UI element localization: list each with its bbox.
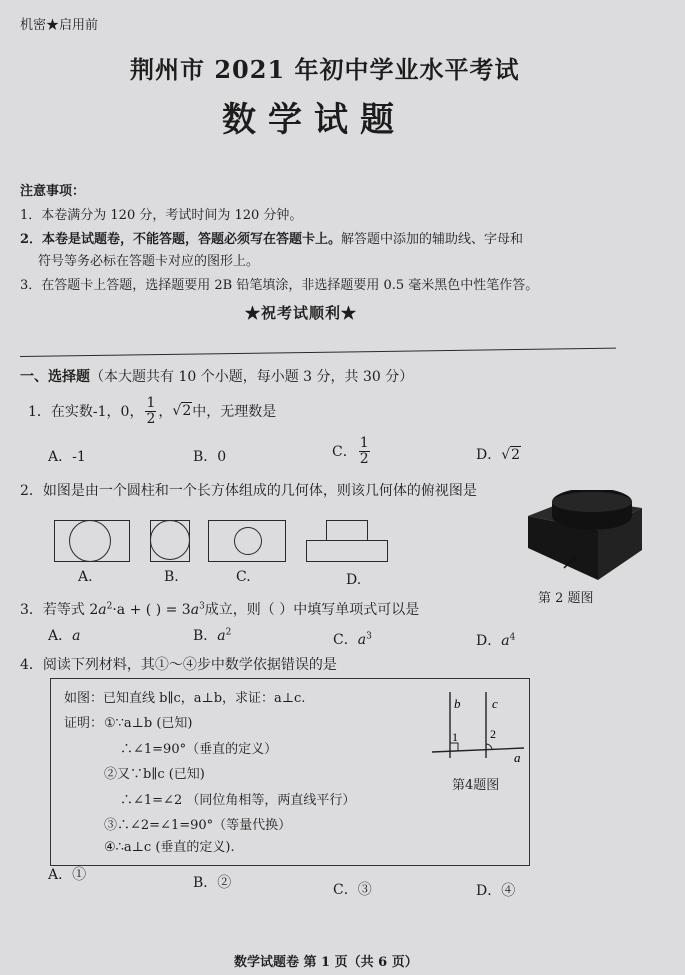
section-1-heading (20, 366, 413, 386)
q2-option-b: B. (164, 569, 179, 585)
q4-step-1b: ∴∠1=90°（垂直的定义） (120, 742, 278, 757)
q2-figure-caption: 第 2 题图 (538, 591, 594, 606)
note-3: 3．在答题卡上答题，选择题要用 2B 铅笔填涂，非选择题要用 0.5 毫米黑色中性笔作答。 (20, 278, 539, 293)
q2-solid-figure (524, 490, 666, 582)
q3-option-b-exp: 2 (225, 627, 232, 638)
q4-lines-figure (428, 690, 528, 772)
q4-option-d: D．④ (476, 883, 516, 899)
q4-step-2: ②又∵b∥c (已知) (104, 767, 205, 782)
q4-fig-label-a: a (514, 750, 521, 765)
q3-stem (20, 599, 419, 619)
q4-stem: 4．阅读下列材料，其①～④步中数学依据错误的是 (20, 657, 337, 673)
q2-option-a-figure (54, 520, 130, 562)
q2-option-d-base-rect (306, 540, 388, 562)
note-2 (20, 228, 523, 247)
q1-option-b: B．0 (193, 449, 227, 465)
q2-option-d-top-rect (326, 520, 368, 541)
q3-option-d-label: D． (476, 633, 502, 649)
section-divider (20, 348, 616, 357)
q3-stem-exp2: 3 (199, 601, 205, 612)
good-luck-banner: ★祝考试顺利★ (245, 304, 358, 322)
q1-sqrt (172, 403, 192, 419)
q1-sep: ， (158, 404, 173, 421)
q3-option-b-label: B． (193, 628, 218, 644)
q3-option-a (48, 625, 80, 645)
q3-stem-c: 成立，则（ ）中填写单项式可以是 (204, 602, 420, 618)
q3-stem-b: ·a + ( ) = 3 (112, 602, 191, 618)
note-2-rest: 解答题中添加的辅助线、字母和 (341, 232, 524, 247)
q1-suffix: 中，无理数是 (192, 404, 277, 421)
q3-option-d (476, 630, 515, 650)
q2-option-c-figure (208, 520, 286, 562)
q3-stem-a: 3．若等式 2 (20, 602, 99, 618)
note-2-bold: 2．本卷是试题卷，不能答题，答题必须写在答题卡上。 (20, 232, 342, 247)
q3-stem-var2: a (190, 602, 200, 618)
section-1-title: 一、选择题 (20, 369, 90, 385)
q3-option-c-exp: 3 (366, 631, 372, 642)
q3-option-c-var: a (357, 632, 367, 648)
q1-prefix: 1．在实数 (28, 404, 93, 421)
q2-option-b-figure (150, 520, 190, 562)
q1-option-c (332, 436, 372, 466)
q1-option-c-frac (359, 436, 370, 466)
q2-option-c-circle (234, 527, 262, 555)
q1-option-d-sqrt (501, 447, 521, 463)
q2-option-c: C. (236, 569, 251, 585)
note-2-cont: 符号等务必标在答题卡对应的图形上。 (38, 254, 260, 269)
q4-figure-caption: 第4题图 (452, 778, 500, 793)
q1-fraction (145, 396, 156, 426)
q1-option-d (476, 444, 521, 464)
q4-option-c: C．③ (333, 882, 372, 898)
q2-stem: 2．如图是由一个圆柱和一个长方体组成的几何体，则该几何体的俯视图是 (20, 483, 477, 499)
q3-option-d-var: a (501, 633, 510, 649)
q2-option-d: D. (346, 572, 362, 588)
q3-option-d-exp: 4 (509, 632, 516, 643)
q3-option-a-var: a (72, 628, 81, 644)
q1-option-d-sym: √ (501, 447, 511, 463)
exam-title: 荆州市 2021 年初中学业水平考试 (130, 55, 520, 84)
section-1-note: （本大题共有 10 个小题，每小题 3 分，共 30 分） (90, 369, 414, 385)
q1-stem (28, 396, 276, 426)
q1-option-c-label: C． (332, 444, 357, 461)
q1-frac-den: 2 (146, 410, 156, 427)
q2-option-b-circle (150, 520, 190, 560)
q4-step-4: ④∴a⊥c (垂直的定义). (104, 840, 235, 855)
page-footer: 数学试题卷 第 1 页（共 6 页） (234, 955, 418, 970)
q4-given: 如图：已知直线 b∥c，a⊥b，求证：a⊥c. (64, 691, 306, 706)
confidential-label: 机密★启用前 (20, 18, 99, 33)
q4-step-2b: ∴∠1=∠2 （同位角相等，两直线平行） (120, 793, 356, 808)
q1-sqrt-val: 2 (182, 403, 192, 420)
q3-option-c (333, 629, 372, 649)
q1-option-c-den: 2 (359, 450, 369, 467)
q3-stem-exp: 2 (106, 601, 113, 612)
q3-option-c-label: C． (333, 632, 358, 648)
q1-option-a: A．-1 (48, 449, 86, 465)
q1-frac-num: 1 (146, 395, 156, 411)
q4-fig-label-1: 1 (452, 730, 458, 744)
q3-option-b-var: a (217, 628, 226, 644)
q4-fig-label-c: c (492, 696, 498, 711)
q1-option-d-val: 2 (511, 447, 521, 463)
q2-option-a: A. (78, 569, 93, 585)
q4-step-1: ①∵a⊥b (已知) (104, 716, 193, 731)
q4-proof-label: 证明： (64, 716, 104, 731)
q3-option-a-label: A． (48, 628, 73, 644)
q4-option-b: B．② (193, 875, 232, 891)
subject-title: 数学试题 (222, 100, 406, 140)
q3-option-b (193, 625, 231, 645)
q1-sqrt-sym: √ (172, 403, 182, 420)
q3-stem-var: a (98, 602, 107, 618)
q4-fig-label-b: b (454, 696, 461, 711)
note-1: 1．本卷满分为 120 分，考试时间为 120 分钟。 (20, 208, 303, 223)
q4-step-3: ③∴∠2=∠1=90°（等量代换） (104, 818, 292, 833)
q2-option-a-circle (69, 520, 111, 562)
q1-option-d-label: D． (476, 447, 502, 463)
notes-heading: 注意事项： (20, 184, 86, 199)
q1-nums: -1，0， (92, 404, 144, 421)
q1-option-c-num: 1 (359, 435, 369, 451)
q4-option-a: A．① (48, 867, 87, 883)
q4-fig-label-2: 2 (490, 727, 496, 741)
